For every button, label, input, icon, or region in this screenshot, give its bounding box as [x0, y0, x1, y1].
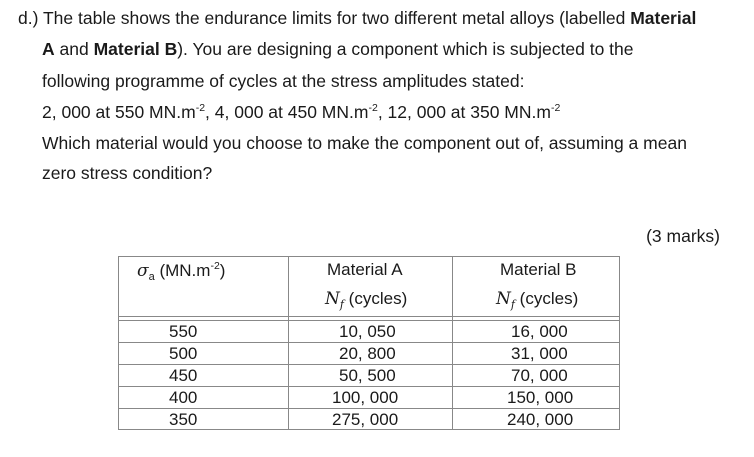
material-a-cell: 50, 500: [339, 366, 396, 385]
material-b-bold: Material B: [93, 39, 178, 59]
sigma-symbol: σ: [137, 261, 149, 281]
question-text-1: The table shows the endurance limits for two different metal alloys (labelled: [42, 8, 631, 28]
question-label: d.): [18, 8, 39, 28]
stress-cell: 500: [169, 344, 198, 363]
endurance-table: [118, 256, 620, 430]
nf-subscript: f: [339, 298, 344, 311]
table-row: [119, 386, 619, 408]
table-body: [119, 321, 619, 430]
question-text-2b: ). You are designing a component which is subjected to the: [177, 39, 634, 59]
header-material-b: Material B: [500, 260, 577, 279]
material-a-cell: 100, 000: [332, 388, 399, 407]
material-bold: Material: [630, 8, 697, 28]
question-line-5: Which material would you choose to make the component out of, assuming a mean: [42, 133, 687, 153]
nf-subscript: f: [510, 298, 515, 311]
exponent-2: -2: [368, 102, 378, 114]
sigma-unit-close: ): [219, 261, 226, 280]
material-a-cell: 20, 800: [339, 344, 396, 363]
question-line-2: [42, 38, 634, 60]
nf-unit: (cycles): [514, 289, 579, 308]
cycles-part-2: , 4, 000 at 450 MN.m: [205, 102, 369, 122]
sigma-subscript: a: [148, 271, 155, 283]
header-material-a: Material A: [327, 260, 403, 279]
nf-symbol: N: [496, 289, 511, 309]
nf-unit: (cycles): [343, 289, 408, 308]
question-line-3: following programme of cycles at the stress amplitudes stated:: [42, 71, 525, 91]
material-a-cell: 275, 000: [332, 410, 399, 429]
nf-symbol: N: [325, 289, 340, 309]
stress-cell: 400: [169, 388, 198, 407]
stress-cell: 450: [169, 366, 198, 385]
table-row: [119, 364, 619, 386]
header-stress-amplitude: [137, 261, 225, 281]
material-b-cell: 31, 000: [511, 344, 568, 363]
material-b-cell: 150, 000: [507, 388, 574, 407]
question-line-4: [42, 101, 560, 123]
stress-cell: 350: [169, 410, 198, 429]
exponent-3: -2: [550, 102, 561, 114]
exponent-1: -2: [195, 102, 206, 114]
material-a-bold: A: [42, 39, 55, 59]
table-row: [119, 321, 619, 342]
material-b-cell: 70, 000: [511, 366, 568, 385]
header-cycles-b: [496, 289, 578, 309]
marks-label: (3 marks): [646, 226, 720, 246]
sigma-unit: (MN.m: [154, 261, 211, 280]
cycles-part-1: 2, 000 at 550 MN.m: [42, 102, 196, 122]
header-cycles-a: [325, 289, 407, 309]
cycles-part-3: , 12, 000 at 350 MN.m: [377, 102, 551, 122]
table-row: [119, 408, 619, 430]
stress-cell: 550: [169, 322, 198, 341]
material-b-cell: 240, 000: [507, 410, 574, 429]
material-a-cell: 10, 050: [339, 322, 396, 341]
sigma-unit-exponent: -2: [210, 260, 220, 272]
material-b-cell: 16, 000: [511, 322, 568, 341]
table-row: [119, 342, 619, 364]
question-line-6: zero stress condition?: [42, 163, 213, 183]
question-line-1: [18, 7, 696, 29]
question-text-2a: and: [54, 39, 94, 59]
